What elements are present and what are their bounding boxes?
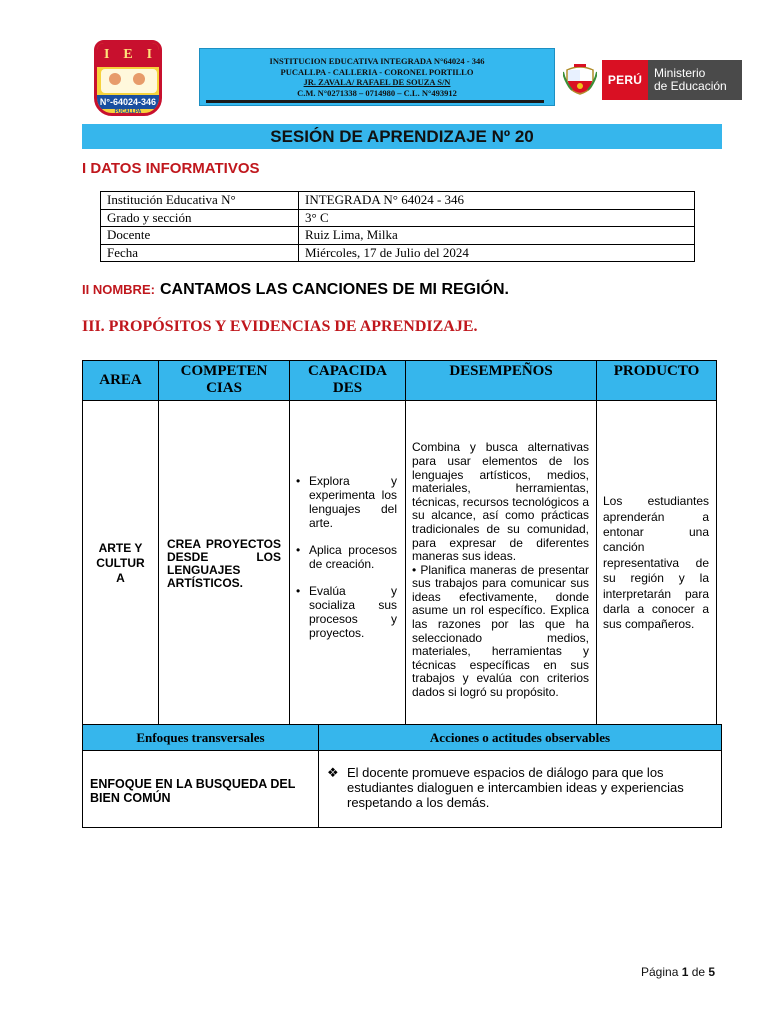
enfoques-table [82,724,722,828]
table-header-row [83,725,722,751]
logo-letters [97,43,159,67]
info-label: Grado y sección [101,209,299,227]
header-text: CIAS [206,380,242,396]
capacidades-cell [290,401,406,727]
session-name-heading [82,281,509,299]
diamond-bullet-icon: ❖ [327,765,339,780]
list-item: • Explora y experimenta los lenguajes del arte. [296,474,397,530]
enfoque-cell: ENFOQUE EN LA BUSQUEDA DEL BIEN COMÚN [83,751,319,828]
header-line: JR. ZAVALA/ RAFAEL DE SOUZA S/N [303,77,451,87]
info-value: Miércoles, 17 de Julio del 2024 [299,244,695,262]
institution-header [199,48,555,106]
area-text: CULTUR [96,556,145,570]
minedu-logo [602,60,742,100]
list-item: • Evalúa y socializa sus procesos y proyectos. [296,584,397,640]
table-row [101,227,695,245]
footer-mid: de [688,965,709,979]
info-table [100,191,695,262]
logo-city: PUCALLPA [114,109,142,115]
logo-child-icon [109,73,121,85]
column-header-competencias [159,361,290,401]
ministry-label [648,60,742,100]
desempeno-text: • Planifica maneras de presentar sus trabajos para comunicar sus ideas efectivamente, donde asume un rol específico. Explica las razones por las que ha seleccionado medios, materiales, herramientas y técnicas específicas en sus trabajos y evalúa con criterios dados si logró su propósito. [412,562,589,700]
table-row [101,209,695,227]
producto-cell: Los estudiantes aprenderán a entonar una canción representativa de su región y la interpretarán para darla a conocer a sus compañeros. [597,401,717,727]
desempenos-cell [406,401,597,727]
info-value: 3° C [299,209,695,227]
info-value: INTEGRADA N° 64024 - 346 [299,192,695,210]
logo-letter: I [103,47,110,62]
total-pages: 5 [708,965,716,979]
table-row [101,244,695,262]
school-logo [94,40,162,116]
table-header-row [83,361,717,401]
info-value: Ruiz Lima, Milka [299,227,695,245]
current-page: 1 [681,965,689,979]
section-label: II NOMBRE: [82,282,155,297]
competencia-cell: CREA PROYECTOS DESDE LOS LENGUAJES ARTÍSTICOS. [159,401,290,727]
table-row [83,401,717,727]
column-header-area: AREA [83,361,159,401]
column-header-acciones: Acciones o actitudes observables [319,725,722,751]
section-heading: III. PROPÓSITOS Y EVIDENCIAS DE APRENDIZAJE. [82,318,478,335]
accion-text: El docente promueve espacios de diálogo para que los estudiantes dialoguen e intercambien ideas y experiencias respetando a los demás. [347,765,684,810]
purposes-table [82,360,717,727]
footer-prefix: Página [641,965,682,979]
header-line: INSTITUCION EDUCATIVA INTEGRADA N°64024 - 346 [269,56,485,66]
column-header-capacidades [290,361,406,401]
acciones-cell [319,751,722,828]
ministry-line: Ministerio [654,66,706,80]
peru-shield-icon [563,62,597,96]
logo-number: N°-64024-346 [97,95,159,109]
list-item: • Aplica procesos de creación. [296,543,397,571]
column-header-enfoques: Enfoques transversales [83,725,319,751]
table-row [101,192,695,210]
column-header-desempenos: DESEMPEÑOS [406,361,597,401]
header-underline [206,100,544,103]
area-text: ARTE Y [98,541,143,555]
session-name: CANTAMOS LAS CANCIONES DE MI REGIÓN. [159,281,509,298]
table-row [83,751,722,828]
logo-letter: I [146,47,153,62]
session-title: SESIÓN DE APRENDIZAJE Nº 20 [82,124,722,149]
header-text: CAPACIDA [308,363,387,379]
header-line: C.M. N°0271338 – 0714980 – C.L. N°493912 [297,87,457,98]
area-text: A [116,571,125,585]
area-cell [83,401,159,727]
info-label: Institución Educativa N° [101,192,299,210]
logo-child-icon [133,73,145,85]
header-line: PUCALLPA - CALLERIA - CORONEL PORTILLO [280,66,474,77]
info-label: Docente [101,227,299,245]
column-header-producto: PRODUCTO [597,361,717,401]
list-item [327,765,711,810]
desempeno-text: Combina y busca alternativas para usar elementos de los lenguajes artísticos, medios, materiales, herramientas, técnicas, recursos tecnológicos a su alcance, así como prácticas tradicionales de su comunidad, para expresar de diferentes maneras sus ideas. [412,440,589,564]
logo-letter: E [123,47,133,62]
header-text: DES [332,380,363,396]
peru-label: PERÚ [602,60,648,100]
section-heading: I DATOS INFORMATIVOS [82,160,260,177]
page-number [641,965,715,979]
capacidades-list [296,474,397,640]
header-text: COMPETEN [180,363,268,379]
info-label: Fecha [101,244,299,262]
ministry-line: de Educación [654,79,727,93]
